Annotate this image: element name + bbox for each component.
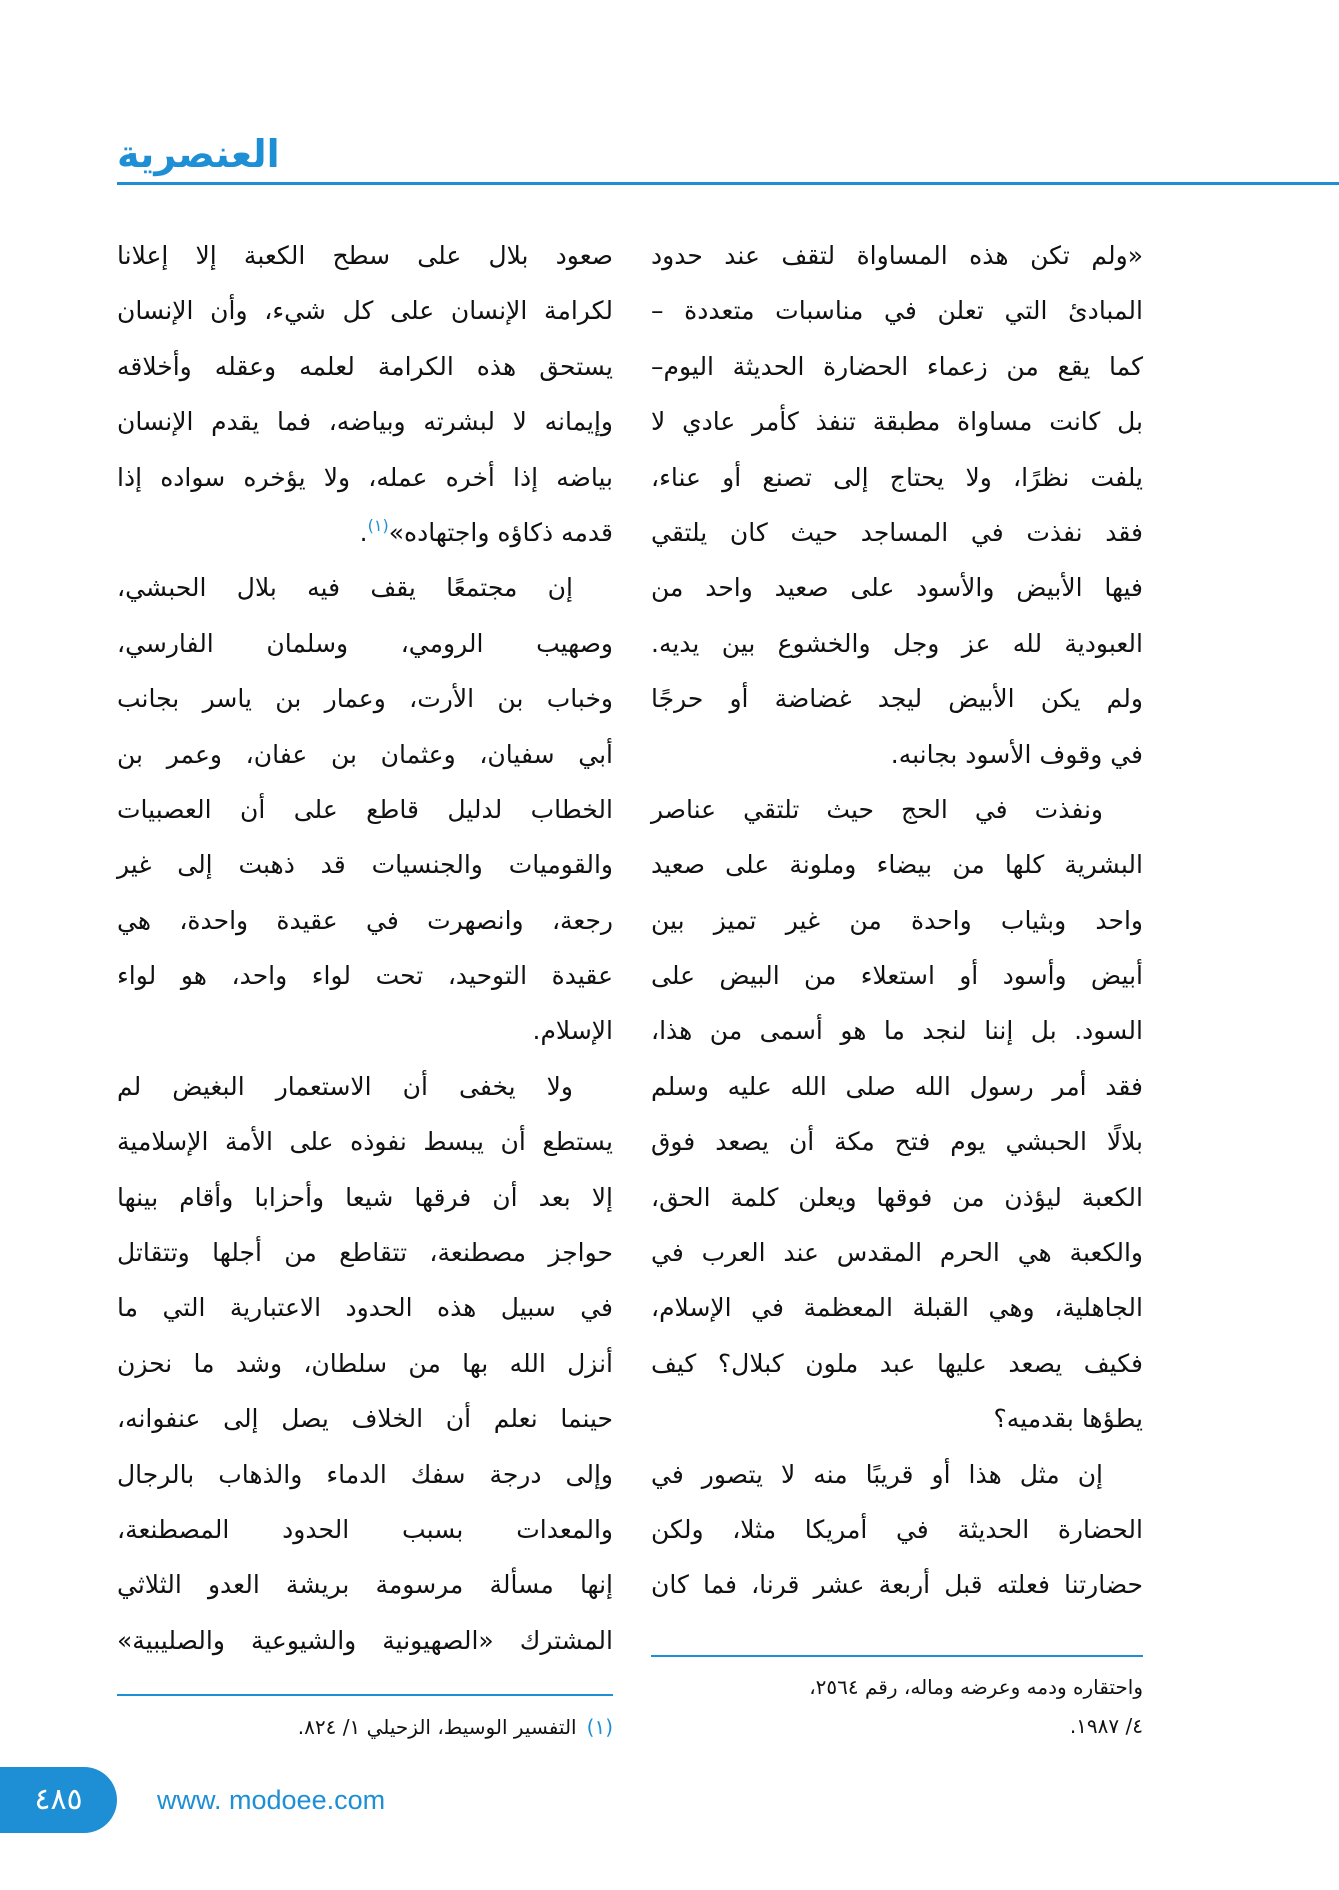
footnote-line: ٤/ ١٩٨٧. (1069, 1714, 1143, 1738)
sentence-end-period: . (359, 517, 368, 547)
left-text-column (117, 228, 613, 1668)
running-header-title: العنصرية (117, 132, 280, 176)
text-line: المشترك «الصهيونية والشيوعية والصليبية» (117, 1625, 613, 1655)
text-line: والقوميات والجنسيات قد ذهبت إلى غير (117, 850, 613, 880)
text-line: حينما نعلم أن الخلاف يصل إلى عنفوانه، (117, 1404, 613, 1434)
text-line (117, 505, 613, 560)
text-line: كما يقع من زعماء الحضارة الحديثة اليوم– (651, 351, 1143, 381)
text-line: لكرامة الإنسان على كل شيء، وأن الإنسان (117, 296, 613, 326)
right-text-column (651, 228, 1143, 1613)
text-line: البشرية كلها من بيضاء وملونة على صعيد (651, 850, 1143, 880)
header-rule (117, 182, 1339, 185)
text-line: وإلى درجة سفك الدماء والذهاب بالرجال (117, 1459, 613, 1489)
text-line: حضارتنا فعلته قبل أربعة عشر قرنا، فما كان (651, 1570, 1143, 1600)
text-line: الجاهلية، وهي القبلة المعظمة في الإسلام، (651, 1293, 1143, 1323)
text-line: إن مثل هذا أو قريبًا منه لا يتصور في (651, 1459, 1103, 1489)
text-line: ولا يخفى أن الاستعمار البغيض لم (117, 1071, 573, 1101)
text-line: واحد وبثياب واحدة من غير تميز بين (651, 905, 1143, 935)
text-line: فكيف يصعد عليها عبد ملون كبلال؟ كيف (651, 1348, 1143, 1378)
text-line: أبيض وأسود أو استعلاء من البيض على (651, 961, 1143, 991)
text-line: والمعدات بسبب الحدود المصطنعة، (117, 1514, 613, 1544)
footnote (117, 1708, 613, 1747)
paragraph (651, 228, 1143, 782)
text-line: الحضارة الحديثة في أمريكا مثلا، ولكن (651, 1514, 1143, 1544)
text-line: حواجز مصطنعة، تتقاطع من أجلها وتتقاتل (117, 1238, 613, 1268)
paragraph (117, 560, 613, 1059)
footnote-marker: (١) (586, 1715, 613, 1739)
footnote-rule (651, 1655, 1143, 1657)
text-line: رجعة، وانصهرت في عقيدة واحدة، هي (117, 905, 613, 935)
text-line: يستطع أن يبسط نفوذه على الأمة الإسلامية (117, 1127, 613, 1157)
text-line: فقد نفذت في المساجد حيث كان يلتقي (651, 517, 1143, 547)
text-line: فيها الأبيض والأسود على صعيد واحد من (651, 573, 1143, 603)
paragraph (651, 782, 1143, 1447)
text-line: الإسلام. (532, 1016, 613, 1046)
text-line: إنها مسألة مرسومة بريشة العدو الثلاثي (117, 1570, 613, 1600)
text-line: أبي سفيان، وعثمان بن عفان، وعمر بن (117, 739, 613, 769)
page-number-badge (0, 1767, 117, 1833)
footnote-reference: (١) (367, 515, 389, 535)
text-line: فقد أمر رسول الله صلى الله عليه وسلم (651, 1071, 1143, 1101)
text-line: إن مجتمعًا يقف فيه بلال الحبشي، (117, 573, 573, 603)
text-line: ولم يكن الأبيض ليجد غضاضة أو حرجًا (651, 684, 1143, 714)
text-line: الكعبة ليؤذن من فوقها ويعلن كلمة الحق، (651, 1182, 1143, 1212)
text-line: العبودية لله عز وجل والخشوع بين يديه. (651, 628, 1143, 658)
text-line: يستحق هذه الكرامة لعلمه وعقله وأخلاقه (117, 351, 613, 381)
paragraph (651, 1447, 1143, 1613)
text-line: وصهيب الرومي، وسلمان الفارسي، (117, 628, 613, 658)
text-line: بلالًا الحبشي يوم فتح مكة أن يصعد فوق (651, 1127, 1143, 1157)
text-line: وخباب بن الأرت، وعمار بن ياسر بجانب (117, 684, 613, 714)
text-line: «ولم تكن هذه المساواة لتقف عند حدود (651, 241, 1143, 270)
text-line: السود. بل إننا لنجد ما هو أسمى من هذا، (651, 1016, 1143, 1046)
footnote-line: واحتقاره ودمه وعرضه وماله، رقم ٢٥٦٤، (809, 1675, 1143, 1699)
text-line: يلفت نظرًا، ولا يحتاج إلى تصنع أو عناء، (651, 462, 1143, 492)
text-line: المبادئ التي تعلن في مناسبات متعددة – (651, 296, 1143, 326)
text-line: صعود بلال على سطح الكعبة إلا إعلانا (117, 241, 613, 270)
text-line: وإيمانه لا لبشرته وبياضه، فما يقدم الإنسان (117, 407, 613, 437)
text-line: ونفذت في الحج حيث تلتقي عناصر (651, 794, 1103, 824)
text-line: الخطاب لدليل قاطع على أن العصبيات (117, 794, 613, 824)
footnote-continuation (651, 1668, 1143, 1746)
text-line: عقيدة التوحيد، تحت لواء واحد، هو لواء (117, 961, 613, 991)
text-line-content: قدمه ذكاؤه واجتهاده» (388, 517, 613, 547)
website-address: www. modoee.com (157, 1785, 386, 1815)
footnote-text: التفسير الوسيط، الزحيلي ١/ ٨٢٤. (297, 1715, 577, 1739)
text-line: بل كانت مساواة مطبقة تنفذ كأمر عادي لا (651, 407, 1143, 437)
page-number: ٤٨٥ (34, 1782, 83, 1817)
footnote-line (117, 1708, 613, 1747)
footnote-rule (117, 1694, 613, 1696)
paragraph (117, 228, 613, 560)
text-line: والكعبة هي الحرم المقدس عند العرب في (651, 1238, 1143, 1268)
text-line: في وقوف الأسود بجانبه. (890, 739, 1143, 769)
text-line: أنزل الله بها من سلطان، وشد ما نحزن (117, 1348, 613, 1378)
text-line: إلا بعد أن فرقها شيعا وأحزابا وأقام بينها (117, 1182, 613, 1212)
text-line: في سبيل هذه الحدود الاعتبارية التي ما (117, 1293, 613, 1323)
paragraph (117, 1059, 613, 1668)
text-line: بياضه إذا أخره عمله، ولا يؤخره سواده إذا (117, 462, 613, 492)
text-line: يطؤها بقدميه؟ (993, 1404, 1143, 1434)
